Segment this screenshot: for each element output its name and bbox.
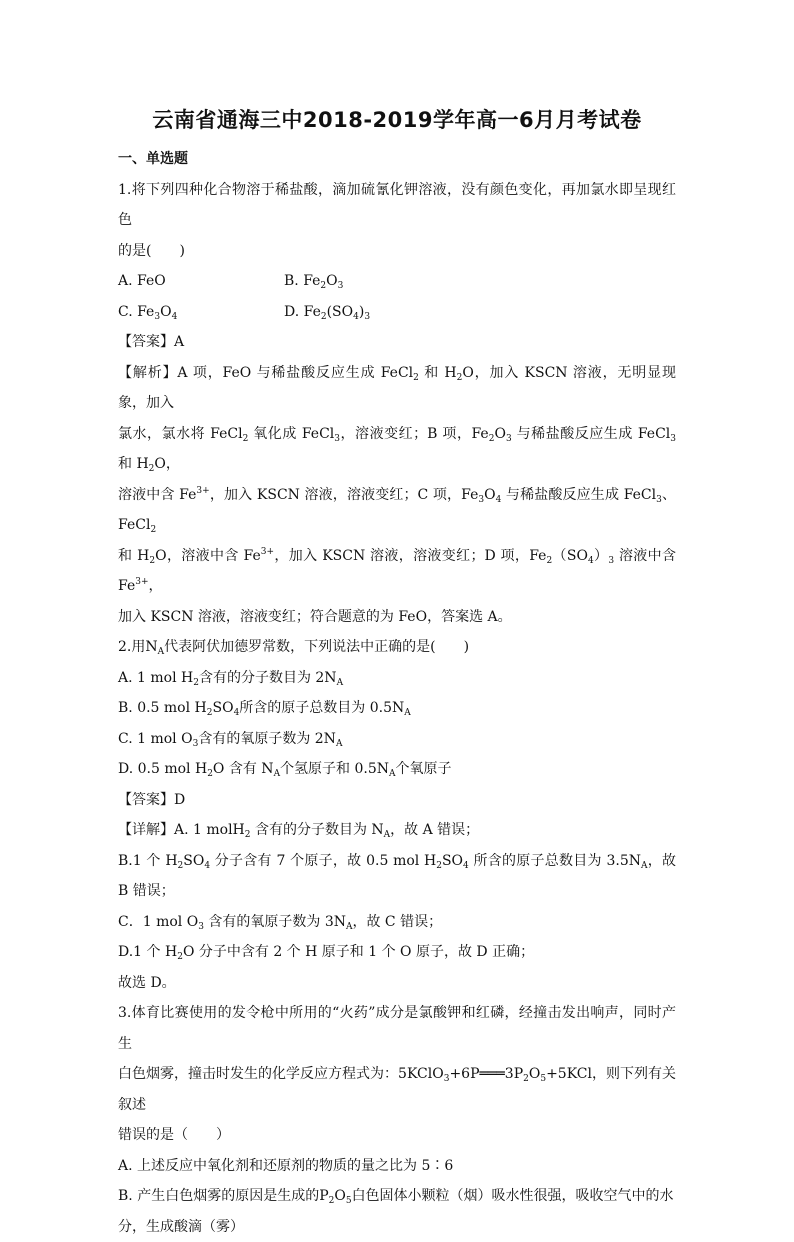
q2-stem: 2.用$N_A$代表阿伏加德罗常数，下列说法中正确的是( ): [118, 632, 676, 663]
q1-stem-cont: 的是( ): [118, 236, 676, 267]
q2-detail-1: 【详解】A. 1 molH$_2$ 含有的分子数目为 $N_A$，故 A 错误；: [118, 815, 676, 846]
q1-option-b: B. $Fe_2O_3$: [284, 266, 676, 297]
document-body: [118, 144, 676, 1242]
q1-analysis-4: 和 $H_2O$，溶液中含 $Fe^{3+}$，加入 KSCN 溶液，溶液变红；D 项，$Fe_2(SO_4)_3$ 溶液中含 $Fe^{3+}$，: [118, 541, 676, 602]
q3-option-b-cont: 分，生成酸滴（雾）: [118, 1212, 676, 1242]
page-title: 云南省通海三中2018-2019学年高一6月月考试卷: [0, 104, 794, 134]
q1-analysis-5: 加入 KSCN 溶液，溶液变红；符合题意的为 FeO，答案选 A。: [118, 602, 676, 633]
q2-detail-3: C．1 mol $O_3$ 含有的氧原子数为 $3N_A$，故 C 错误；: [118, 907, 676, 938]
q1-analysis-3: 溶液中含 $Fe^{3+}$，加入 KSCN 溶液，溶液变红；C 项，$Fe_3O_4$ 与稀盐酸反应生成 FeCl$_3$、FeCl$_2$: [118, 480, 676, 541]
q1-option-c: C. $Fe_3O_4$: [118, 297, 284, 328]
q3-stem-3: 错误的是（ ）: [118, 1120, 676, 1151]
q2-option-b: B. 0.5 mol $H_2SO_4$所含的原子总数目为 $0.5N_A$: [118, 693, 676, 724]
q1-analysis-2: 氯水，氯水将 FeCl$_2$ 氧化成 FeCl$_3$，溶液变红；B 项，$Fe_2O_3$ 与稀盐酸反应生成 FeCl$_3$ 和 $H_2O$，: [118, 419, 676, 480]
q1-analysis-1: 【解析】A 项，FeO 与稀盐酸反应生成 FeCl$_2$ 和 $H_2O$，加入 KSCN 溶液，无明显现象，加入: [118, 358, 676, 419]
section-heading: 一、单选题: [118, 144, 676, 175]
q3-option-b: B. 产生白色烟雾的原因是生成的$P_2O_5$白色固体小颗粒（烟）吸水性很强，吸收空气中的水: [118, 1181, 676, 1212]
q2-answer: 【答案】D: [118, 785, 676, 816]
q2-detail-5: 故选 D。: [118, 968, 676, 999]
q2-option-d: D. 0.5 mol $H_2O$ 含有 $N_A$个氢原子和 $0.5N_A$个氧原子: [118, 754, 676, 785]
q2-detail-2: B.1 个 $H_2SO_4$ 分子含有 7 个原子，故 0.5 mol $H_2SO_4$ 所含的原子总数目为 $3.5N_A$，故 B 错误；: [118, 846, 676, 907]
q3-option-a: A. 上述反应中氧化剂和还原剂的物质的量之比为 5∶6: [118, 1151, 676, 1182]
q1-option-d: D. $Fe_2(SO_4)_3$: [284, 297, 676, 328]
q1-answer: 【答案】A: [118, 327, 676, 358]
q3-stem-1: 3.体育比赛使用的发令枪中所用的“火药”成分是氯酸钾和红磷，经撞击发出响声，同时产生: [118, 998, 676, 1059]
q1-options-row-1: [118, 266, 676, 297]
q3-stem-2: 白色烟雾，撞击时发生的化学反应方程式为：$5KClO_3+6P═══3P_2O_5+5KCl$，则下列有关叙述: [118, 1059, 676, 1120]
q1-options-row-2: [118, 297, 676, 328]
q2-option-c: C. 1 mol $O_3$含有的氧原子数为 $2N_A$: [118, 724, 676, 755]
q1-option-a: A. FeO: [118, 266, 284, 297]
q2-detail-4: D.1 个 $H_2O$ 分子中含有 2 个 H 原子和 1 个 O 原子，故 D 正确；: [118, 937, 676, 968]
q2-option-a: A. 1 mol $H_2$含有的分子数目为 $2N_A$: [118, 663, 676, 694]
q1-stem: 1.将下列四种化合物溶于稀盐酸，滴加硫氰化钾溶液，没有颜色变化，再加氯水即呈现红色: [118, 175, 676, 236]
